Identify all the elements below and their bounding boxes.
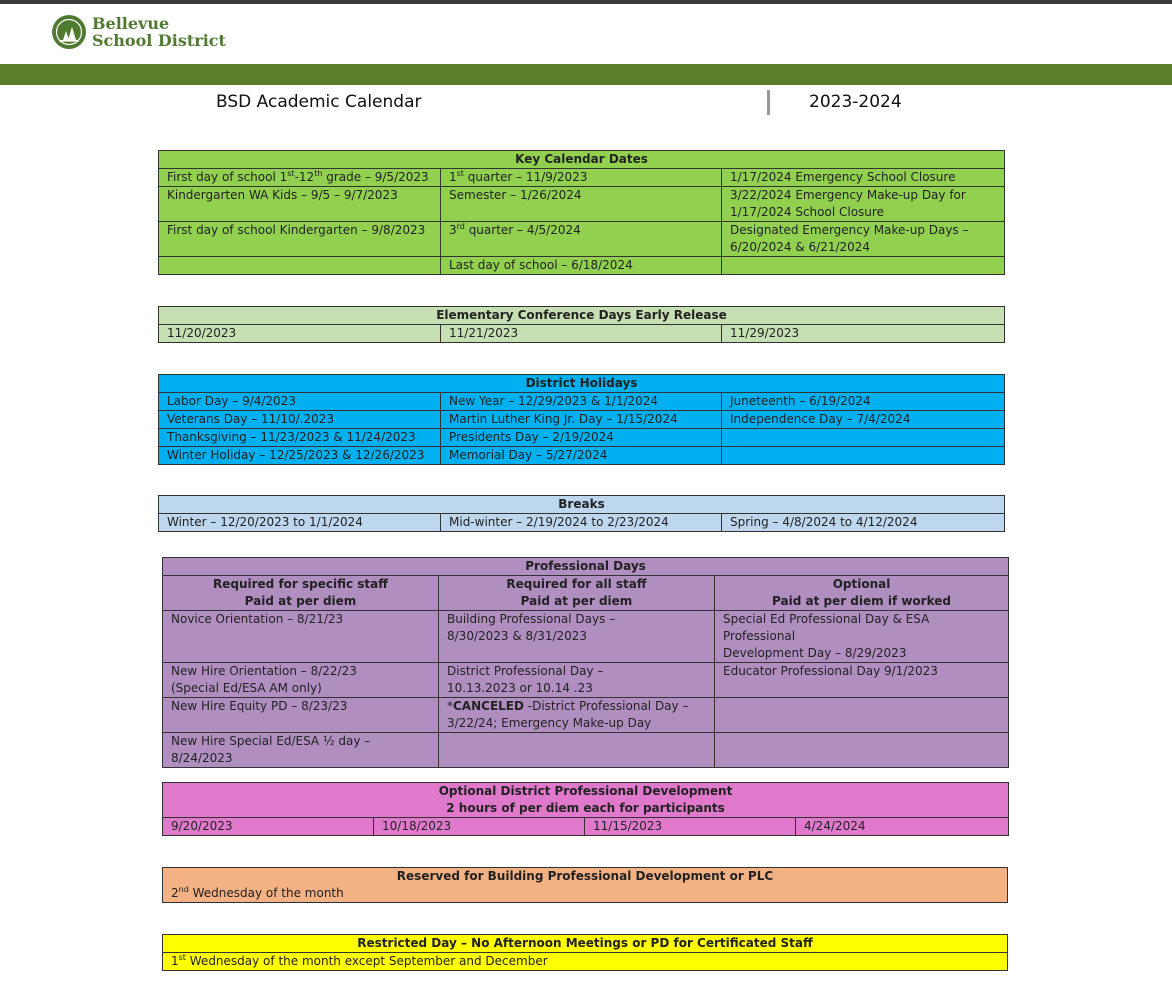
column-header-line: Paid at per diem — [244, 594, 357, 608]
ordinal: st — [456, 169, 464, 178]
breaks-title: Breaks — [159, 496, 1005, 514]
table-cell: Labor Day – 9/4/2023 — [159, 393, 441, 411]
table-subheader-row — [163, 576, 1009, 611]
cell-line: Building Professional Days – — [447, 612, 616, 626]
table-cell: Novice Orientation – 8/21/23 — [163, 611, 439, 663]
table-cell: 10/18/2023 — [374, 818, 585, 836]
table-cell: Presidents Day – 2/19/2024 — [441, 429, 722, 447]
table-cell: First day of school Kindergarten – 9/8/2023 — [159, 222, 441, 257]
page-title: BSD Academic Calendar — [216, 92, 422, 112]
conference-days-table — [158, 306, 1005, 343]
table-row — [159, 325, 1005, 343]
table-cell-empty — [159, 257, 441, 275]
school-year: 2023-2024 — [809, 92, 902, 112]
cell-text: -District Professional Day – — [523, 699, 689, 713]
table-row — [159, 257, 1005, 275]
ordinal: th — [314, 169, 323, 178]
table-cell-empty — [722, 257, 1005, 275]
cell-text: 2 — [171, 886, 179, 900]
title-separator — [767, 90, 770, 115]
table-row — [163, 733, 1009, 768]
table-row — [159, 429, 1005, 447]
table-cell: Spring – 4/8/2024 to 4/12/2024 — [722, 514, 1005, 532]
restricted-day-table — [162, 934, 1008, 971]
optional-pd-title — [163, 783, 1009, 818]
district-logo[interactable] — [51, 14, 226, 50]
column-header-line: Required for all staff — [506, 577, 647, 591]
table-cell — [159, 169, 441, 187]
table-row — [159, 393, 1005, 411]
table-row — [163, 953, 1008, 971]
column-header-line: Paid at per diem if worked — [772, 594, 951, 608]
ordinal: st — [178, 953, 186, 962]
column-header-line: Required for specific staff — [213, 577, 388, 591]
table-header-row — [159, 151, 1005, 169]
conference-title: Elementary Conference Days Early Release — [159, 307, 1005, 325]
title-line: Optional District Professional Development — [438, 784, 733, 798]
column-header-specific-staff — [163, 576, 439, 611]
table-cell: Kindergarten WA Kids – 9/5 – 9/7/2023 — [159, 187, 441, 222]
table-cell — [163, 953, 1008, 971]
table-cell — [439, 663, 715, 698]
table-cell-empty — [722, 447, 1005, 465]
table-cell: 11/21/2023 — [441, 325, 722, 343]
cell-text: 1 — [449, 170, 457, 184]
table-cell: 11/15/2023 — [585, 818, 796, 836]
cell-line: 10.13.2023 or 10.14 .23 — [447, 681, 593, 695]
table-row — [163, 818, 1009, 836]
ordinal: rd — [456, 222, 465, 231]
logo-line-2: School District — [92, 31, 226, 50]
table-row — [163, 663, 1009, 698]
district-seal-icon — [51, 14, 87, 50]
canceled-label: CANCELED — [453, 699, 524, 713]
table-cell: New Hire Equity PD – 8/23/23 — [163, 698, 439, 733]
table-cell: New Year – 12/29/2023 & 1/1/2024 — [441, 393, 722, 411]
cell-line: Development Day – 8/29/2023 — [723, 646, 907, 660]
table-cell: Memorial Day – 5/27/2024 — [441, 447, 722, 465]
table-cell-empty — [439, 733, 715, 768]
cell-line: Designated Emergency Make-up Days – — [730, 223, 969, 237]
table-cell — [163, 733, 439, 768]
table-cell — [163, 885, 1008, 903]
cell-line: 1/17/2024 School Closure — [730, 205, 884, 219]
table-cell: Independence Day – 7/4/2024 — [722, 411, 1005, 429]
table-header-row — [163, 783, 1009, 818]
cell-text: 1 — [171, 954, 179, 968]
table-cell: Winter Holiday – 12/25/2023 & 12/26/2023 — [159, 447, 441, 465]
cell-line: Special Ed Professional Day & ESA Professional — [723, 612, 930, 643]
table-cell-empty — [715, 698, 1009, 733]
table-cell: Semester – 1/26/2024 — [441, 187, 722, 222]
cell-text: quarter – 11/9/2023 — [463, 170, 588, 184]
key-dates-table — [158, 150, 1005, 275]
cell-line: 6/20/2024 & 6/21/2024 — [730, 240, 871, 254]
professional-title: Professional Days — [163, 558, 1009, 576]
cell-text: First day of school 1 — [167, 170, 288, 184]
table-header-row — [159, 496, 1005, 514]
table-cell: 9/20/2023 — [163, 818, 374, 836]
cell-line: 8/24/2023 — [171, 751, 233, 765]
table-cell-empty — [715, 733, 1009, 768]
table-cell — [439, 698, 715, 733]
table-row — [159, 187, 1005, 222]
ordinal: st — [287, 169, 295, 178]
cell-text: * — [447, 699, 453, 713]
optional-pd-table — [162, 782, 1009, 836]
professional-days-table — [162, 557, 1009, 768]
column-header-line: Paid at per diem — [520, 594, 633, 608]
ordinal: nd — [178, 885, 189, 894]
table-header-row — [163, 935, 1008, 953]
table-cell — [163, 663, 439, 698]
cell-text: grade – 9/5/2023 — [322, 170, 429, 184]
table-cell — [441, 169, 722, 187]
table-cell: Mid-winter – 2/19/2024 to 2/23/2024 — [441, 514, 722, 532]
table-row — [163, 611, 1009, 663]
column-header-line: Optional — [832, 577, 891, 591]
cell-line: 8/30/2023 & 8/31/2023 — [447, 629, 588, 643]
table-cell: 1/17/2024 Emergency School Closure — [722, 169, 1005, 187]
table-header-row — [159, 307, 1005, 325]
table-header-row — [163, 868, 1008, 886]
table-cell: Last day of school – 6/18/2024 — [441, 257, 722, 275]
table-cell — [722, 222, 1005, 257]
restricted-title: Restricted Day – No Afternoon Meetings or PD for Certificated Staff — [163, 935, 1008, 953]
logo-line-1: Bellevue — [92, 14, 170, 33]
table-row — [159, 169, 1005, 187]
reserved-pd-table — [162, 867, 1008, 903]
table-cell — [441, 222, 722, 257]
cell-text: 3 — [449, 223, 457, 237]
cell-line — [447, 698, 706, 715]
table-cell: 11/20/2023 — [159, 325, 441, 343]
table-row — [159, 222, 1005, 257]
key-dates-title: Key Calendar Dates — [159, 151, 1005, 169]
table-header-row — [159, 375, 1005, 393]
table-cell: Educator Professional Day 9/1/2023 — [715, 663, 1009, 698]
table-row — [159, 411, 1005, 429]
cell-line: 3/22/2024 Emergency Make-up Day for — [730, 188, 966, 202]
column-header-optional — [715, 576, 1009, 611]
cell-text: quarter – 4/5/2024 — [464, 223, 581, 237]
cell-text: Wednesday of the month except September and December — [185, 954, 548, 968]
breaks-table — [158, 495, 1005, 532]
table-cell: 11/29/2023 — [722, 325, 1005, 343]
table-row — [163, 698, 1009, 733]
table-cell — [722, 187, 1005, 222]
table-cell: Thanksgiving – 11/23/2023 & 11/24/2023 — [159, 429, 441, 447]
table-cell: Winter – 12/20/2023 to 1/1/2024 — [159, 514, 441, 532]
table-cell: Juneteenth – 6/19/2024 — [722, 393, 1005, 411]
logo-wordmark — [92, 15, 226, 49]
table-cell: Veterans Day – 11/10/.2023 — [159, 411, 441, 429]
cell-line: 3/22/24; Emergency Make-up Day — [447, 716, 652, 730]
table-header-row — [163, 558, 1009, 576]
top-border — [0, 0, 1172, 4]
table-row — [159, 514, 1005, 532]
holidays-title: District Holidays — [159, 375, 1005, 393]
cell-text: Wednesday of the month — [188, 886, 344, 900]
table-cell — [439, 611, 715, 663]
table-cell — [715, 611, 1009, 663]
table-row — [163, 885, 1008, 903]
cell-line: New Hire Special Ed/ESA ½ day – — [171, 734, 371, 748]
holidays-table — [158, 374, 1005, 465]
column-header-all-staff — [439, 576, 715, 611]
table-cell: 4/24/2024 — [796, 818, 1009, 836]
reserved-title: Reserved for Building Professional Development or PLC — [163, 868, 1008, 886]
header-green-bar — [0, 64, 1172, 85]
table-cell: Martin Luther King Jr. Day – 1/15/2024 — [441, 411, 722, 429]
cell-line: District Professional Day – — [447, 664, 604, 678]
cell-line: New Hire Orientation – 8/22/23 — [171, 664, 357, 678]
table-row — [159, 447, 1005, 465]
cell-line: (Special Ed/ESA AM only) — [171, 681, 322, 695]
cell-text: -12 — [294, 170, 315, 184]
title-line: 2 hours of per diem each for participants — [446, 801, 725, 815]
table-cell-empty — [722, 429, 1005, 447]
